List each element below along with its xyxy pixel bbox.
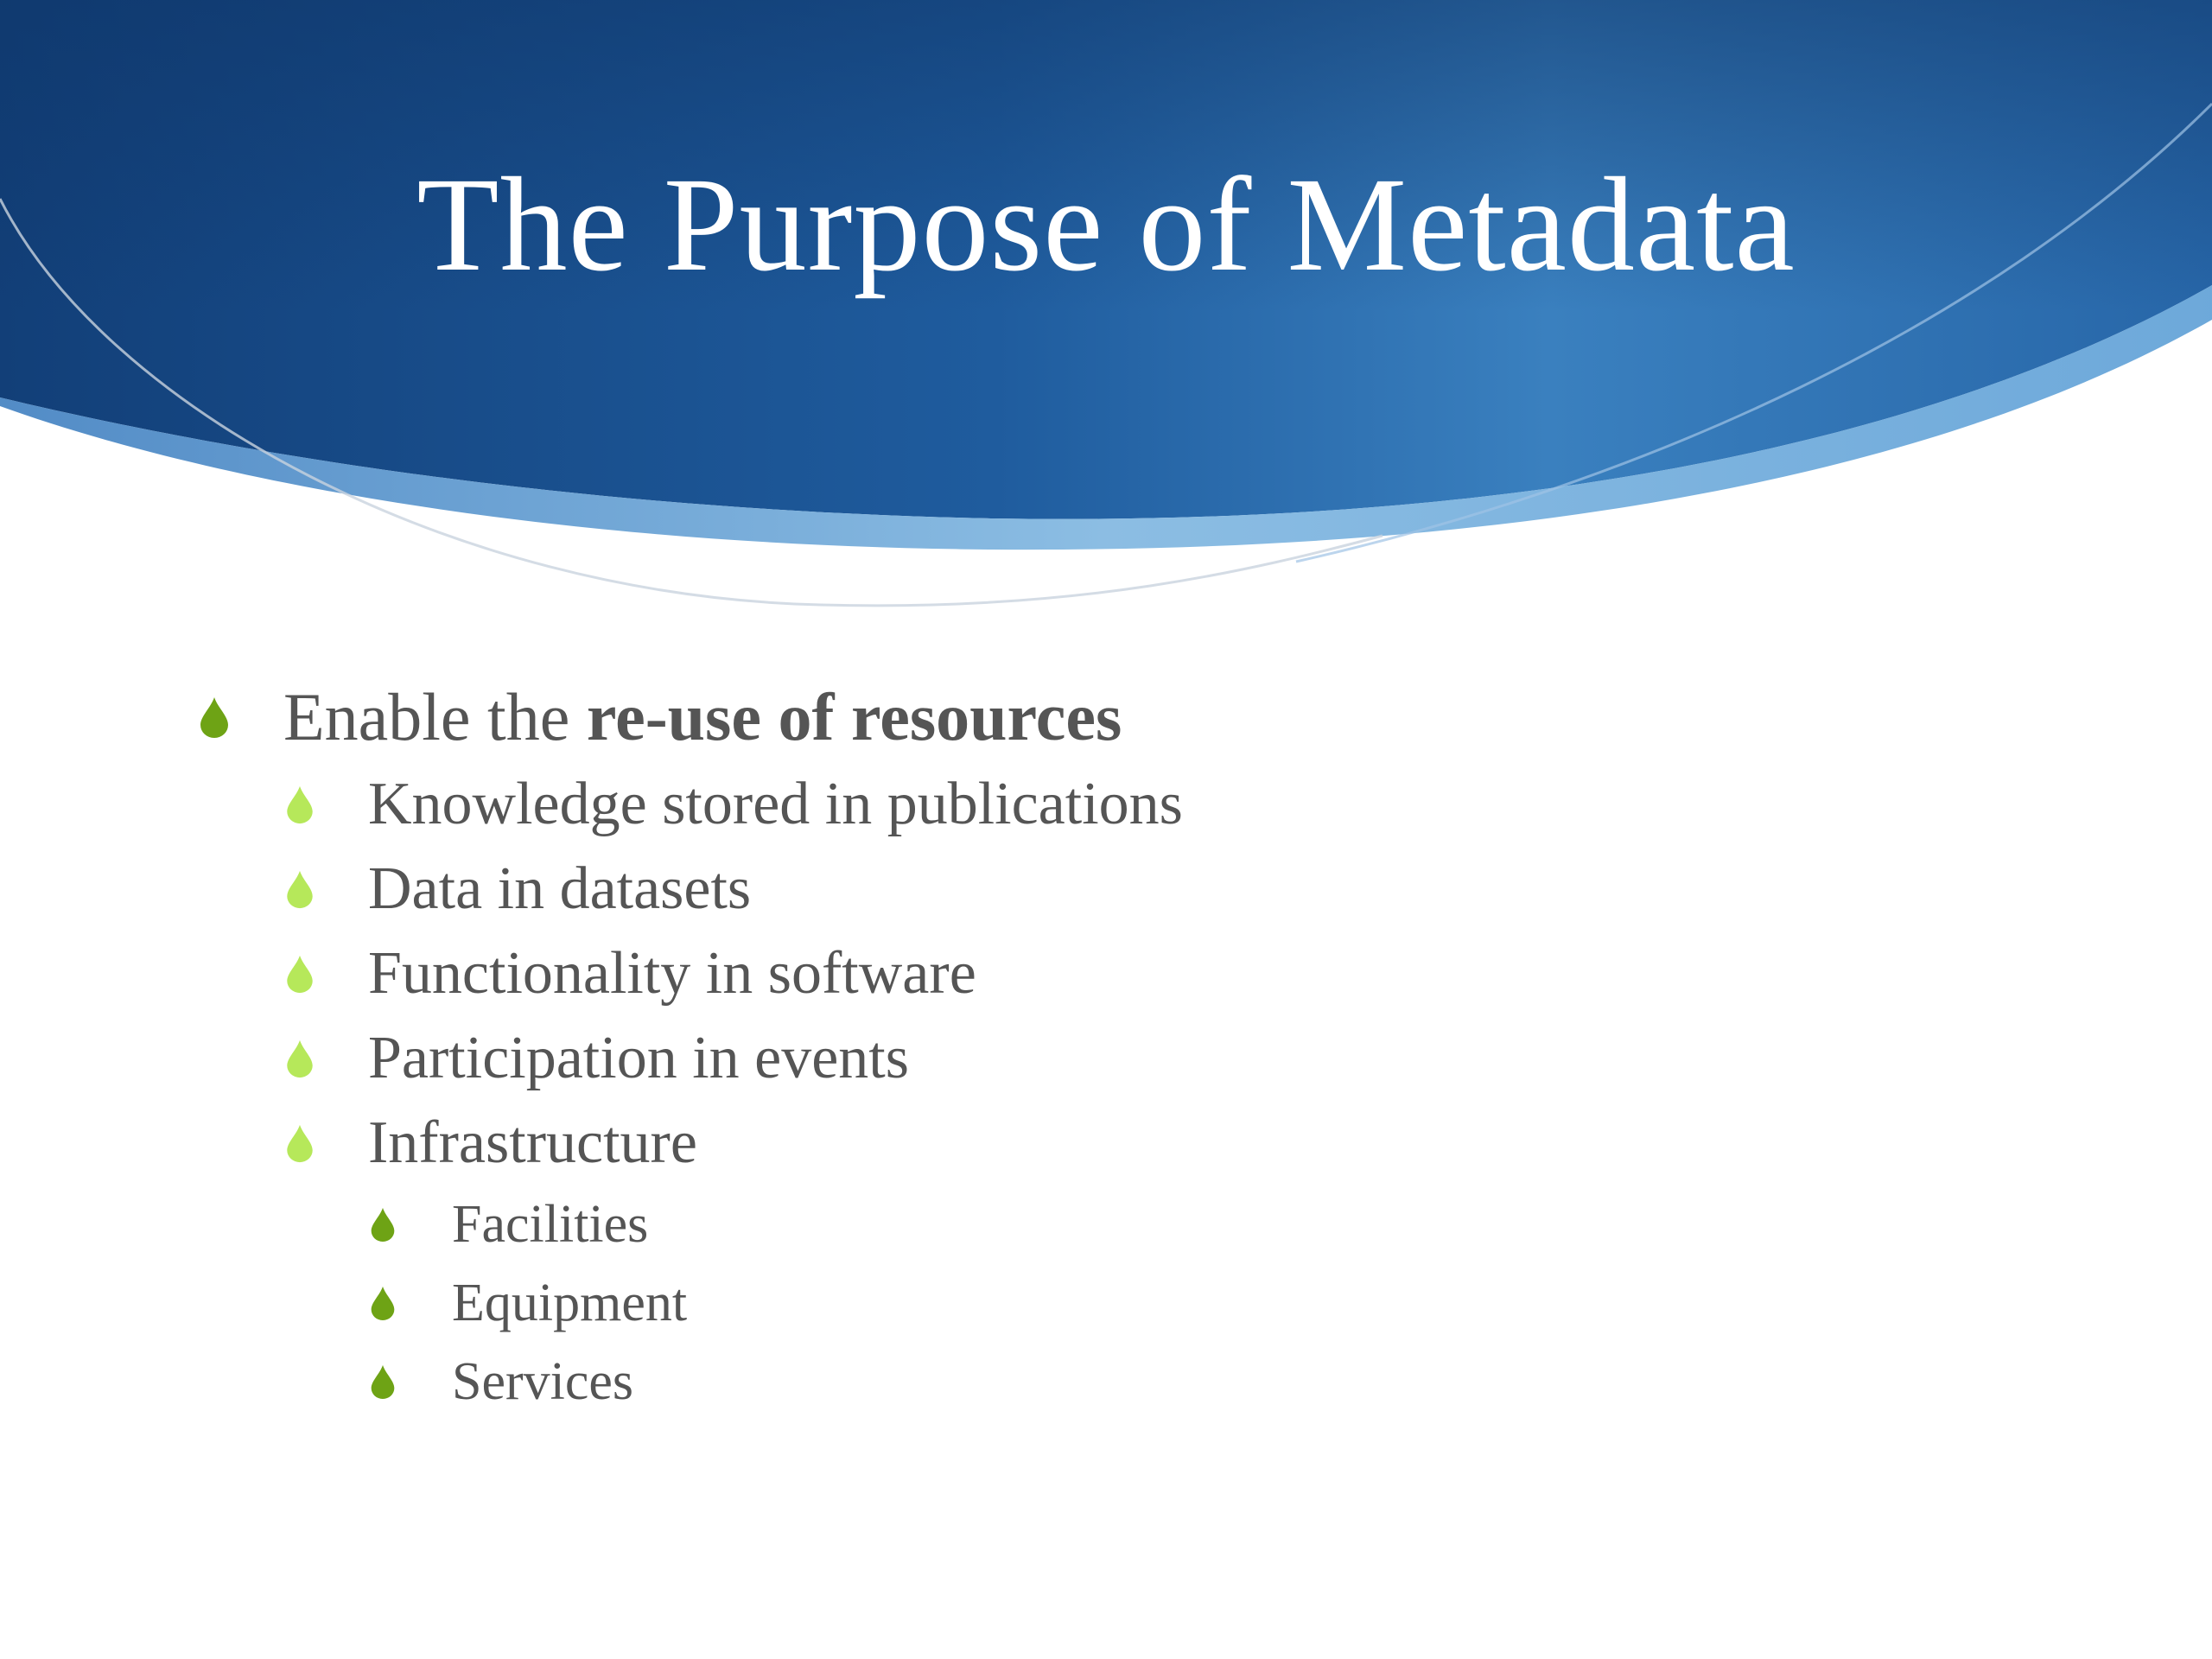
droplet-icon bbox=[285, 869, 368, 909]
droplet-icon bbox=[370, 1206, 452, 1243]
bullet-main-prefix: Enable the bbox=[283, 679, 587, 754]
slide-title: The Purpose of Metadata bbox=[416, 149, 1796, 299]
sub-bullet-text: Infrastructure bbox=[368, 1109, 697, 1176]
droplet-icon bbox=[370, 1285, 452, 1321]
bullet-main-text bbox=[283, 678, 1122, 756]
sub-sub-bullet-text: Services bbox=[452, 1351, 634, 1411]
sub-bullet bbox=[285, 847, 751, 931]
bullet-main bbox=[199, 670, 1122, 765]
droplet-icon bbox=[285, 785, 368, 824]
sub-sub-bullet bbox=[370, 1264, 687, 1342]
sub-bullet bbox=[285, 1101, 697, 1185]
sub-bullet bbox=[285, 1016, 909, 1101]
bullet-main-emphasis: re-use of resources bbox=[586, 679, 1122, 754]
droplet-icon bbox=[285, 954, 368, 994]
droplet-icon bbox=[285, 1039, 368, 1078]
sub-sub-bullet-text: Facilities bbox=[452, 1194, 649, 1254]
droplet-icon bbox=[199, 696, 283, 739]
sub-sub-bullet bbox=[370, 1185, 648, 1263]
droplet-icon bbox=[370, 1363, 452, 1400]
sub-bullet bbox=[285, 931, 976, 1016]
sub-sub-bullet-text: Equipment bbox=[452, 1273, 688, 1332]
droplet-icon bbox=[285, 1123, 368, 1163]
sub-bullet-text: Knowledge stored in publications bbox=[368, 771, 1183, 837]
sub-bullet bbox=[285, 762, 1183, 847]
sub-bullet-text: Participation in events bbox=[368, 1025, 909, 1091]
sub-bullet-text: Data in datasets bbox=[368, 855, 752, 922]
sub-sub-bullet bbox=[370, 1343, 633, 1421]
sub-bullet-text: Functionality in software bbox=[368, 940, 976, 1007]
